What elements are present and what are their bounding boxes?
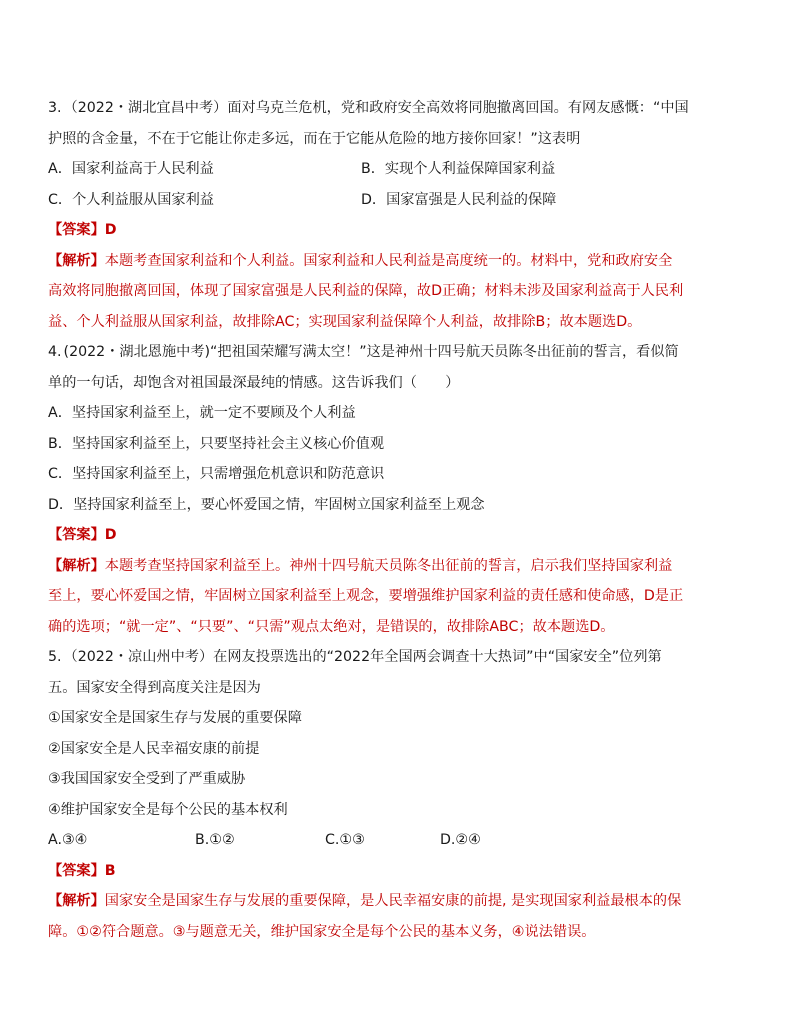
question-stem-line: 单的一句话，却饱含对祖国最深最纯的情感。这告诉我们（ ） xyxy=(48,374,460,391)
question-3 xyxy=(48,93,748,337)
option-c: C.①③ xyxy=(325,832,365,848)
question-stem-line: 4. (2022・湖北恩施中考)“把祖国荣耀写满太空！”这是神州十四号航天员陈冬出征前的誓言，看似简 xyxy=(48,344,679,360)
option-a: A．国家利益高于人民利益 xyxy=(48,161,214,177)
answer-line xyxy=(48,856,748,887)
options-row xyxy=(48,185,748,216)
option-d: D．国家富强是人民利益的保障 xyxy=(361,191,557,208)
options-row xyxy=(48,825,748,856)
answer-line xyxy=(48,520,748,551)
options-row xyxy=(48,154,748,185)
question-stem-line: 3. （2022・湖北宜昌中考）面对乌克兰危机，党和政府安全高效将同胞撤离回国。有网友感慨：“中国 xyxy=(48,100,689,116)
question-number: 4. xyxy=(48,344,62,360)
question-stem-line: 五。国家安全得到高度关注是因为 xyxy=(48,679,261,696)
answer-tag: 【答案】 xyxy=(48,862,105,879)
question-number: 3. xyxy=(48,100,62,116)
question-number: 5. xyxy=(48,649,62,665)
answer-line xyxy=(48,215,748,246)
analysis-line: 障。①②符合题意。③与题意无关，维护国家安全是每个公民的基本义务，④说法错误。 xyxy=(48,923,596,940)
analysis-tag: 【解析】 xyxy=(48,893,105,909)
statement-3: ③我国国家安全受到了严重威胁 xyxy=(48,771,246,787)
analysis-tag: 【解析】 xyxy=(48,557,105,574)
analysis-line: 至上，要心怀爱国之情，牢固树立国家利益至上观念，要增强维护国家利益的责任感和使命感，D是正 xyxy=(48,588,684,604)
option-b: B．实现个人利益保障国家利益 xyxy=(361,161,556,177)
answer-tag: 【答案】 xyxy=(48,527,105,543)
analysis-tag: 【解析】 xyxy=(48,252,105,269)
statement-1: ①国家安全是国家生存与发展的重要保障 xyxy=(48,710,302,726)
analysis-line: 确的选项；“就一定”、“只要”、“只需”观点太绝对，是错误的，故排除ABC；故本题选D。 xyxy=(48,618,615,635)
option-d: D.②④ xyxy=(440,832,481,848)
statement-4: ④维护国家安全是每个公民的基本权利 xyxy=(48,801,288,818)
answer-value: D xyxy=(104,527,117,543)
analysis-line: 益、个人利益服从国家利益，故排除AC；实现国家利益保障个人利益，故排除B；故本题选D。 xyxy=(48,313,642,330)
answer-tag: 【答案】 xyxy=(48,222,105,238)
analysis-line: 【解析】本题考查国家利益和个人利益。国家利益和人民利益是高度统一的。材料中，党和政府安全 xyxy=(48,252,673,269)
answer-value: D xyxy=(104,222,117,238)
option-c: C．个人利益服从国家利益 xyxy=(48,191,214,208)
question-stem-line: 5. （2022・凉山州中考）在网友投票选出的“2022年全国两会调查十大热词”中“国家安全”位列第 xyxy=(48,649,662,665)
option-a: A．坚持国家利益至上，就一定不要顾及个人利益 xyxy=(48,405,356,421)
option-d: D．坚持国家利益至上，要心怀爱国之情，牢固树立国家利益至上观念 xyxy=(48,496,485,513)
analysis-line: 【解析】本题考查坚持国家利益至上。神州十四号航天员陈冬出征前的誓言，启示我们坚持国家利益 xyxy=(48,557,673,574)
option-c: C．坚持国家利益至上，只需增强危机意识和防范意识 xyxy=(48,466,385,482)
question-stem-line: 护照的含金量，不在于它能让你走多远，而在于它能从危险的地方接你回家！”这表明 xyxy=(48,130,581,147)
option-b: B．坚持国家利益至上，只要坚持社会主义核心价值观 xyxy=(48,435,385,452)
analysis-line: 高效将同胞撤离回国，体现了国家富强是人民利益的保障，故D正确；材料未涉及国家利益高于人民利 xyxy=(48,283,684,299)
question-4 xyxy=(48,337,748,642)
answer-value: B xyxy=(104,862,116,879)
question-5 xyxy=(48,642,748,947)
option-b: B.①② xyxy=(195,832,235,848)
option-a: A.③④ xyxy=(48,832,88,848)
statement-2: ②国家安全是人民幸福安康的前提 xyxy=(48,740,260,757)
document-page xyxy=(48,93,748,947)
analysis-line: 【解析】国家安全是国家生存与发展的重要保障，是人民幸福安康的前提, 是实现国家利益最根本的保 xyxy=(48,893,682,909)
